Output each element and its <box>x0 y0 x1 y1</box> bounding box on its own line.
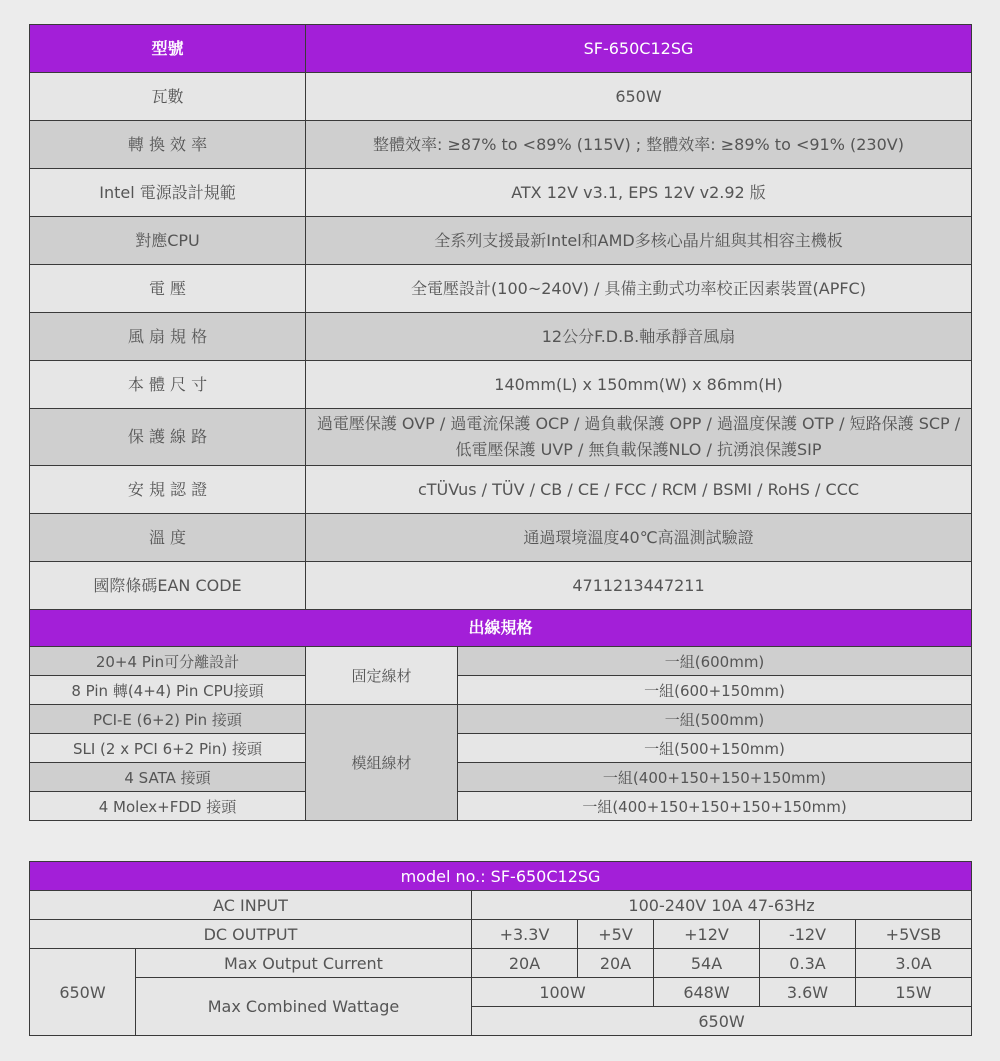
cable-length: 一組(600+150mm) <box>458 676 972 705</box>
cable-row <box>30 792 972 821</box>
spec-value: 全電壓設計(100~240V) / 具備主動式功率校正因素裝置(APFC) <box>306 265 972 313</box>
spec-label: 國際條碼EAN CODE <box>30 562 306 610</box>
max-combined-label: Max Combined Wattage <box>136 978 472 1036</box>
spec-row-protection <box>30 409 972 466</box>
rail-label: +12V <box>654 920 760 949</box>
cable-row <box>30 705 972 734</box>
cable-group-fixed: 固定線材 <box>306 647 458 705</box>
cable-row <box>30 676 972 705</box>
spec-value: cTÜVus / TÜV / CB / CE / FCC / RCM / BSMI / RoHS / CCC <box>306 466 972 514</box>
power-model-title: model no.: SF-650C12SG <box>30 862 972 891</box>
spec-label: Intel 電源設計規範 <box>30 169 306 217</box>
spec-row-certification <box>30 466 972 514</box>
spec-label: 轉 換 效 率 <box>30 121 306 169</box>
combined-5vsb: 15W <box>856 978 972 1007</box>
cable-connector: SLI (2 x PCI 6+2 Pin) 接頭 <box>30 734 306 763</box>
spec-label: 電 壓 <box>30 265 306 313</box>
spec-value: 650W <box>306 73 972 121</box>
cable-length: 一組(400+150+150+150mm) <box>458 763 972 792</box>
max-current-row <box>30 949 972 978</box>
spec-label: 對應CPU <box>30 217 306 265</box>
spec-value: 12公分F.D.B.軸承靜音風扇 <box>306 313 972 361</box>
spec-label: 溫 度 <box>30 514 306 562</box>
rail-label: -12V <box>760 920 856 949</box>
spec-row-cpu-support <box>30 217 972 265</box>
cable-title-row <box>30 610 972 647</box>
spec-row-efficiency <box>30 121 972 169</box>
spec-row-temperature <box>30 514 972 562</box>
spec-value: 通過環境溫度40℃高溫測試驗證 <box>306 514 972 562</box>
cable-connector: 8 Pin 轉(4+4) Pin CPU接頭 <box>30 676 306 705</box>
cable-connector: PCI-E (6+2) Pin 接頭 <box>30 705 306 734</box>
spec-value: ATX 12V v3.1, EPS 12V v2.92 版 <box>306 169 972 217</box>
cable-length: 一組(600mm) <box>458 647 972 676</box>
spec-row-ean <box>30 562 972 610</box>
spec-label: 保 護 線 路 <box>30 409 306 466</box>
max-current-value: 20A <box>472 949 578 978</box>
spec-value: 4711213447211 <box>306 562 972 610</box>
spec-header-row <box>30 25 972 73</box>
max-current-value: 0.3A <box>760 949 856 978</box>
rail-label: +5VSB <box>856 920 972 949</box>
spec-value: 整體效率: ≥87% to <89% (115V) ; 整體效率: ≥89% to <91% (230V) <box>306 121 972 169</box>
cable-length: 一組(500mm) <box>458 705 972 734</box>
spec-value: 全系列支援最新Intel和AMD多核心晶片組與其相容主機板 <box>306 217 972 265</box>
spec-label: 本 體 尺 寸 <box>30 361 306 409</box>
spec-row-wattage <box>30 73 972 121</box>
spec-label: 安 規 認 證 <box>30 466 306 514</box>
total-combined-wattage: 650W <box>472 1007 972 1036</box>
cable-row <box>30 734 972 763</box>
spec-row-voltage <box>30 265 972 313</box>
max-current-value: 54A <box>654 949 760 978</box>
cable-connector: 4 SATA 接頭 <box>30 763 306 792</box>
cable-length: 一組(500+150mm) <box>458 734 972 763</box>
spec-header-label: 型號 <box>30 25 306 73</box>
cable-table <box>29 646 972 821</box>
ac-input-row <box>30 891 972 920</box>
dc-output-row <box>30 920 972 949</box>
combined-n12v: 3.6W <box>760 978 856 1007</box>
ac-input-value: 100-240V 10A 47-63Hz <box>472 891 972 920</box>
cable-connector: 4 Molex+FDD 接頭 <box>30 792 306 821</box>
max-current-value: 3.0A <box>856 949 972 978</box>
ac-input-label: AC INPUT <box>30 891 472 920</box>
spec-label: 風 扇 規 格 <box>30 313 306 361</box>
cable-section-title: 出線規格 <box>30 610 972 647</box>
max-current-label: Max Output Current <box>136 949 472 978</box>
spec-label: 瓦數 <box>30 73 306 121</box>
combined-wattage-row <box>30 978 972 1007</box>
combined-12v: 648W <box>654 978 760 1007</box>
cable-row <box>30 763 972 792</box>
spec-table <box>29 24 972 647</box>
dc-output-label: DC OUTPUT <box>30 920 472 949</box>
combined-3v3-5v: 100W <box>472 978 654 1007</box>
cable-group-modular: 模組線材 <box>306 705 458 821</box>
spec-row-fan <box>30 313 972 361</box>
spec-row-intel-standard <box>30 169 972 217</box>
rail-label: +5V <box>578 920 654 949</box>
power-title-row <box>30 862 972 891</box>
spec-value: 140mm(L) x 150mm(W) x 86mm(H) <box>306 361 972 409</box>
max-current-value: 20A <box>578 949 654 978</box>
spec-header-model: SF-650C12SG <box>306 25 972 73</box>
cable-row <box>30 647 972 676</box>
cable-length: 一組(400+150+150+150+150mm) <box>458 792 972 821</box>
spec-row-dimensions <box>30 361 972 409</box>
total-wattage-label: 650W <box>30 949 136 1036</box>
power-table <box>29 861 972 1036</box>
cable-connector: 20+4 Pin可分離設計 <box>30 647 306 676</box>
spec-value: 過電壓保護 OVP / 過電流保護 OCP / 過負載保護 OPP / 過溫度保護 OTP / 短路保護 SCP / 低電壓保護 UVP / 無負載保護NLO / 抗湧浪保護SIP <box>306 409 972 466</box>
rail-label: +3.3V <box>472 920 578 949</box>
